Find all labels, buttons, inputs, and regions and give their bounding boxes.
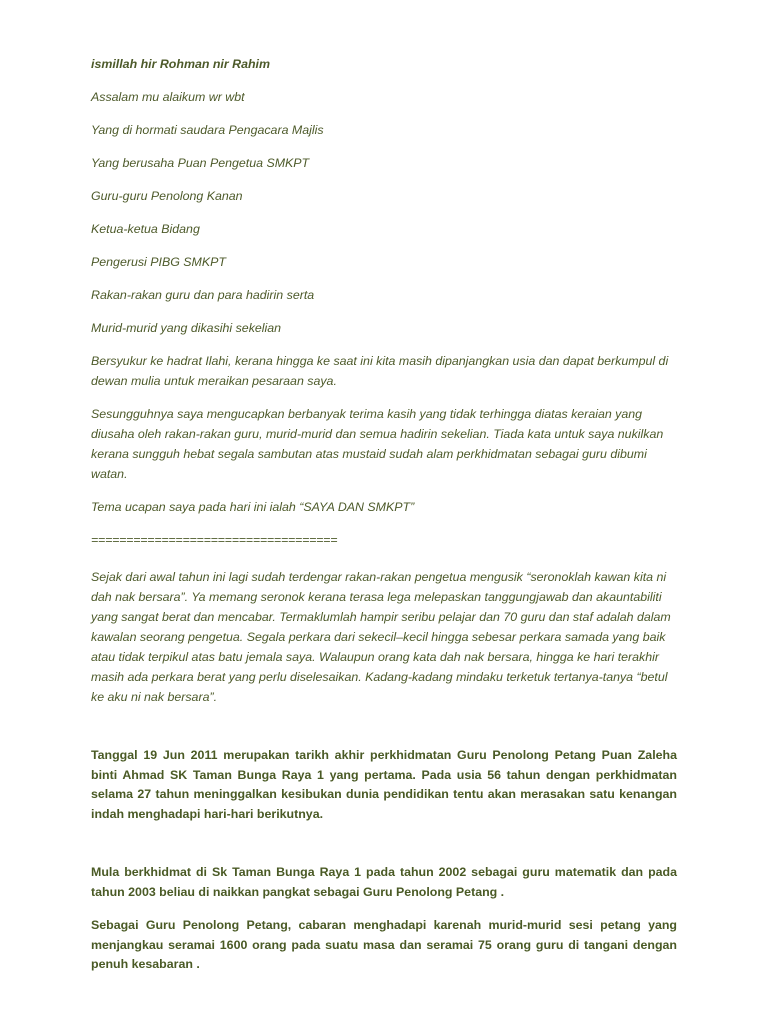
speech-paragraph: Bersyukur ke hadrat Ilahi, kerana hingga ke saat ini kita masih dipanjangkan usia dan dapat berkumpul di dewan mulia untuk meraikan pesaraan saya. [91, 354, 669, 388]
address-line: Rakan-rakan guru dan para hadirin serta [91, 288, 315, 302]
address-line: Ketua-ketua Bidang [91, 222, 200, 236]
address-line: Murid-murid yang dikasihi sekelian [91, 321, 282, 335]
salutation: Assalam mu alaikum wr wbt [91, 90, 245, 104]
opening-greeting: ismillah hir Rohman nir Rahim [91, 57, 271, 71]
speech-theme: Tema ucapan saya pada hari ini ialah “SAYA DAN SMKPT” [91, 500, 415, 514]
divider-line: =================================== [91, 533, 338, 547]
article-paragraph: Mula berkhidmat di Sk Taman Bunga Raya 1 pada tahun 2002 sebagai guru matematik dan pada tahun 2003 beliau di naikkan pangkat sebagai Guru Penolong Petang . [91, 865, 677, 899]
article-paragraph: Sebagai Guru Penolong Petang, cabaran menghadapi karenah murid-murid sesi petang yang menjangkau seramai 1600 orang pada suatu masa dan seramai 75 orang guru di tangani dengan penuh kesabaran . [91, 918, 677, 971]
article-section [91, 746, 677, 975]
address-line: Guru-guru Penolong Kanan [91, 189, 243, 203]
address-line: Yang berusaha Puan Pengetua SMKPT [91, 156, 310, 170]
document-page [91, 54, 677, 989]
speech-paragraph: Sejak dari awal tahun ini lagi sudah terdengar rakan-rakan pengetua mengusik “seronoklah kawan kita ni dah nak bersara”. Ya memang seronok kerana terasa lega melepaskan tanggungjawab dan akauntabiliti yang sangat berat dan mencabar. Termaklumlah hampir seribu pelajar dan 70 guru dan staf adalah dalam kawalan seorang pengetua. Segala perkara dari sekecil–kecil hingga sebesar perkara samada yang baik atau tidak terpikul atas batu jemala saya. Walaupun orang kata dah nak bersara, hingga ke hari terakhir masih ada perkara berat yang perlu diselesaikan. Kadang-kadang mindaku terketuk tertanya-tanya “betul ke aku ni nak bersara”. [91, 570, 671, 704]
address-line: Yang di hormati saudara Pengacara Majlis [91, 123, 324, 137]
article-paragraph: Tanggal 19 Jun 2011 merupakan tarikh akhir perkhidmatan Guru Penolong Petang Puan Zaleha binti Ahmad SK Taman Bunga Raya 1 yang pertama. Pada usia 56 tahun dengan perkhidmatan selama 27 tahun meninggalkan kesibukan dunia pendidikan tentu akan merasakan satu kenangan indah menghadapi hari-hari berikutnya. [91, 748, 677, 821]
address-line: Pengerusi PIBG SMKPT [91, 255, 226, 269]
speech-paragraph: Sesungguhnya saya mengucapkan berbanyak terima kasih yang tidak terhingga diatas keraian yang diusaha oleh rakan-rakan guru, murid-murid dan semua hadirin sekelian. Tiada kata untuk saya nukilkan kerana sungguh hebat segala sambutan atas mustaid sudah alam perkhidmatan sebagai guru dibumi watan. [91, 407, 664, 481]
speech-section [91, 54, 677, 707]
